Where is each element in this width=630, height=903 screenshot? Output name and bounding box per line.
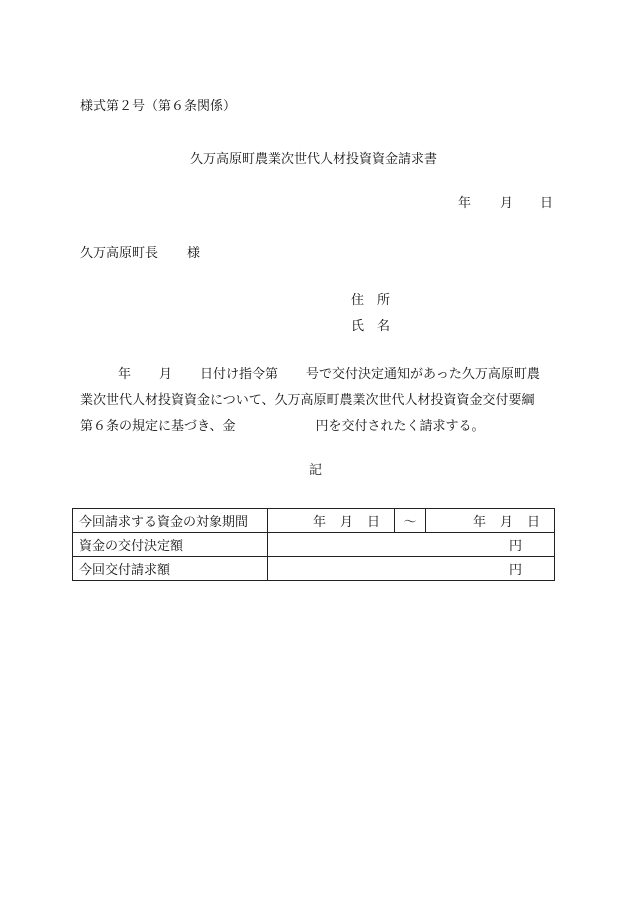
decided-amount-label: 資金の交付決定額 bbox=[73, 533, 268, 557]
period-end-year: 年 bbox=[472, 515, 486, 530]
period-end bbox=[426, 509, 555, 533]
date-year: 年 bbox=[458, 196, 472, 211]
date-day: 日 bbox=[540, 196, 554, 211]
period-start-day: 日 bbox=[366, 515, 380, 530]
ki-heading: 記 bbox=[309, 463, 323, 478]
period-tilde: ～ bbox=[395, 509, 426, 533]
address-label: 住 所 bbox=[351, 293, 391, 308]
period-start bbox=[268, 509, 395, 533]
request-table bbox=[72, 508, 555, 581]
period-end-month: 月 bbox=[499, 515, 513, 530]
period-start-year: 年 bbox=[312, 515, 326, 530]
period-label: 今回請求する資金の対象期間 bbox=[73, 509, 268, 533]
period-start-month: 月 bbox=[339, 515, 353, 530]
body-dated-directive: 日付け指令第 bbox=[200, 367, 279, 382]
body-line3-end: 円を交付されたく請求する。 bbox=[315, 419, 485, 434]
addressee-name: 久万高原町長 bbox=[80, 246, 159, 261]
body-line-1 bbox=[80, 362, 560, 388]
table-row bbox=[73, 509, 555, 533]
body-line3-start: 第６条の規定に基づき、金 bbox=[80, 419, 236, 434]
form-number: 様式第２号（第６条関係） bbox=[80, 99, 237, 114]
requested-amount-label: 今回交付請求額 bbox=[73, 557, 268, 581]
decided-amount-value: 円 bbox=[268, 533, 555, 557]
table-row bbox=[73, 557, 555, 581]
document-title: 久万高原町農業次世代人材投資資金請求書 bbox=[190, 152, 438, 167]
body-line1-rest: 号で交付決定通知があった久万高原町農 bbox=[306, 367, 540, 382]
period-end-day: 日 bbox=[526, 515, 540, 530]
addressee-honorific: 様 bbox=[187, 246, 201, 261]
request-body bbox=[80, 362, 560, 440]
body-line-2: 業次世代人材投資資金について、久万高原町農業次世代人材投資資金交付要綱 bbox=[80, 393, 535, 408]
name-label: 氏 名 bbox=[351, 319, 391, 334]
date-month: 月 bbox=[500, 196, 514, 211]
body-month: 月 bbox=[159, 367, 173, 382]
body-year: 年 bbox=[118, 367, 132, 382]
table-row bbox=[73, 533, 555, 557]
body-line-3 bbox=[80, 414, 560, 440]
requested-amount-value: 円 bbox=[268, 557, 555, 581]
